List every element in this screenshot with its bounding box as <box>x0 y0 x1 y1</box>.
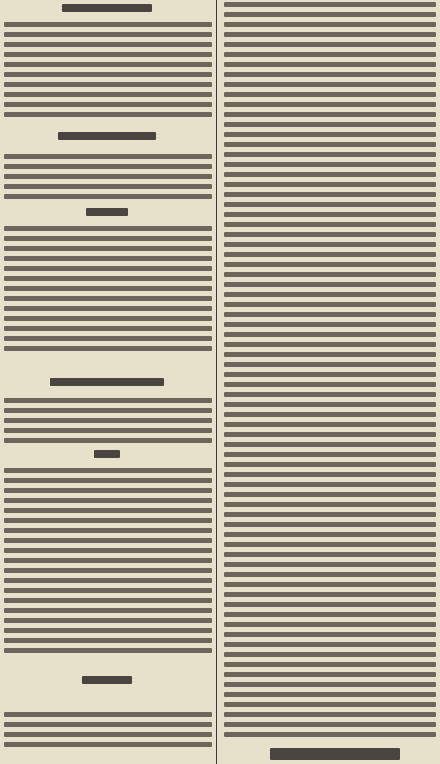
text-line <box>224 732 436 737</box>
text-line <box>224 422 436 427</box>
text-line <box>4 428 212 433</box>
text-line <box>224 502 436 507</box>
text-line <box>4 336 212 341</box>
text-line <box>4 306 212 311</box>
text-line <box>4 22 212 27</box>
text-line <box>224 192 436 197</box>
text-line <box>4 648 212 653</box>
text-line <box>224 372 436 377</box>
text-line <box>4 42 212 47</box>
text-line <box>4 478 212 483</box>
text-line <box>4 722 212 727</box>
text-line <box>224 322 436 327</box>
text-line <box>4 488 212 493</box>
text-line <box>4 112 212 117</box>
text-line <box>224 112 436 117</box>
text-line <box>224 102 436 107</box>
text-line <box>224 342 436 347</box>
section-heading <box>94 450 120 458</box>
text-line <box>224 222 436 227</box>
text-line <box>4 732 212 737</box>
text-line <box>4 296 212 301</box>
text-line <box>224 202 436 207</box>
text-line <box>224 522 436 527</box>
text-line <box>4 408 212 413</box>
text-line <box>224 132 436 137</box>
text-line <box>4 174 212 179</box>
text-line <box>224 22 436 27</box>
text-line <box>224 32 436 37</box>
text-line <box>4 578 212 583</box>
text-line <box>4 246 212 251</box>
text-line <box>4 548 212 553</box>
text-line <box>4 508 212 513</box>
text-line <box>224 602 436 607</box>
text-line <box>224 162 436 167</box>
text-line <box>224 302 436 307</box>
text-line <box>224 652 436 657</box>
text-line <box>4 618 212 623</box>
text-line <box>224 72 436 77</box>
text-line <box>4 226 212 231</box>
column-rule <box>216 0 217 764</box>
text-line <box>224 312 436 317</box>
text-line <box>4 276 212 281</box>
text-line <box>224 122 436 127</box>
text-line <box>4 608 212 613</box>
text-line <box>4 588 212 593</box>
text-line <box>224 542 436 547</box>
text-line <box>224 462 436 467</box>
text-line <box>4 92 212 97</box>
text-line <box>224 412 436 417</box>
text-line <box>224 702 436 707</box>
text-line <box>4 628 212 633</box>
text-line <box>224 452 436 457</box>
text-line <box>224 182 436 187</box>
text-line <box>224 552 436 557</box>
text-line <box>224 42 436 47</box>
text-line <box>224 682 436 687</box>
section-heading <box>62 4 152 12</box>
text-line <box>4 72 212 77</box>
text-line <box>224 292 436 297</box>
text-line <box>224 362 436 367</box>
text-line <box>4 194 212 199</box>
right-column <box>220 0 440 764</box>
text-line <box>224 272 436 277</box>
text-line <box>224 692 436 697</box>
text-line <box>224 592 436 597</box>
text-line <box>224 352 436 357</box>
text-line <box>224 642 436 647</box>
text-line <box>224 562 436 567</box>
text-line <box>224 82 436 87</box>
section-heading <box>270 748 400 760</box>
text-line <box>224 382 436 387</box>
text-line <box>224 2 436 7</box>
text-line <box>4 568 212 573</box>
text-line <box>224 672 436 677</box>
text-line <box>4 256 212 261</box>
text-line <box>4 558 212 563</box>
text-line <box>224 582 436 587</box>
left-column <box>0 0 214 764</box>
text-line <box>4 154 212 159</box>
text-line <box>4 82 212 87</box>
text-line <box>224 92 436 97</box>
text-line <box>224 152 436 157</box>
text-line <box>224 172 436 177</box>
section-heading <box>50 378 164 386</box>
text-line <box>224 242 436 247</box>
text-line <box>224 572 436 577</box>
text-line <box>4 52 212 57</box>
text-line <box>4 164 212 169</box>
text-line <box>224 662 436 667</box>
text-line <box>4 518 212 523</box>
text-line <box>224 492 436 497</box>
text-line <box>4 598 212 603</box>
text-line <box>224 622 436 627</box>
text-line <box>224 332 436 337</box>
text-line <box>4 286 212 291</box>
text-line <box>4 62 212 67</box>
text-line <box>4 266 212 271</box>
text-line <box>224 252 436 257</box>
text-line <box>4 326 212 331</box>
text-line <box>4 528 212 533</box>
text-line <box>4 184 212 189</box>
text-line <box>224 12 436 17</box>
text-line <box>224 62 436 67</box>
text-line <box>4 498 212 503</box>
text-line <box>4 316 212 321</box>
section-heading <box>82 676 132 684</box>
text-line <box>4 236 212 241</box>
text-line <box>224 442 436 447</box>
section-heading <box>86 208 128 216</box>
text-line <box>4 438 212 443</box>
text-line <box>224 482 436 487</box>
text-line <box>4 102 212 107</box>
text-line <box>224 142 436 147</box>
text-line <box>224 282 436 287</box>
text-line <box>224 402 436 407</box>
text-line <box>4 418 212 423</box>
text-line <box>224 712 436 717</box>
text-line <box>4 398 212 403</box>
text-line <box>4 346 212 351</box>
text-line <box>224 472 436 477</box>
text-line <box>4 742 212 747</box>
text-line <box>224 722 436 727</box>
text-line <box>224 532 436 537</box>
text-line <box>224 432 436 437</box>
text-line <box>4 638 212 643</box>
text-line <box>4 538 212 543</box>
text-line <box>4 32 212 37</box>
section-heading <box>58 132 156 140</box>
text-line <box>224 262 436 267</box>
text-line <box>4 468 212 473</box>
text-line <box>224 632 436 637</box>
text-line <box>224 392 436 397</box>
text-line <box>224 612 436 617</box>
text-line <box>4 712 212 717</box>
text-line <box>224 512 436 517</box>
text-line <box>224 232 436 237</box>
text-line <box>224 52 436 57</box>
text-line <box>224 212 436 217</box>
